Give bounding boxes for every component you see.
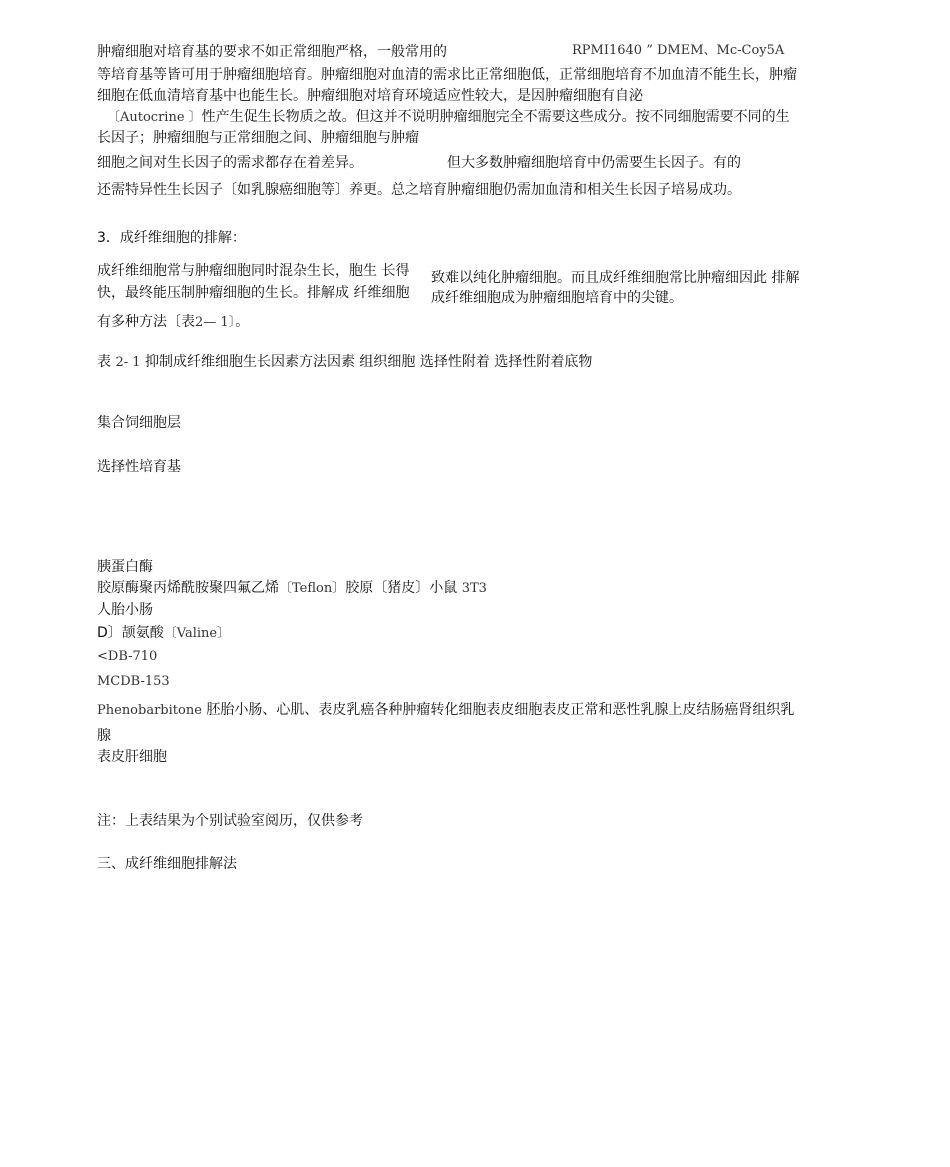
para1-line4 (107, 107, 790, 128)
para1-line6a: 细胞之间对生长因子的需求都存在着差异。 (97, 155, 363, 171)
table-note: 注：上表结果为个别试验室阅历，仅供参考 (97, 813, 363, 829)
table-item-phenobarbitone (97, 700, 794, 721)
table-item-db710: <DB-710 (97, 649, 158, 664)
para1-line2: 等培育基等皆可用于肿瘤细胞培育。肿瘤细胞对血清的需求比正常细胞低，正常细胞培育不加血清不能生长，肿瘤 (97, 67, 797, 83)
table-item-mcdb153: MCDB-153 (97, 674, 170, 689)
table-ref: 2— 1〕 (195, 315, 236, 330)
para1-line7: 还需特异性生长因子〔如乳腺癌细胞等〕养更。总之培育肿瘤细胞仍需加血清和相关生长因子培易成功。 (97, 182, 741, 198)
para1-line3: 细胞在低血清培育基中也能生长。肿瘤细胞对培育环境适应性较大，是因肿瘤细胞有自泌 (97, 88, 643, 104)
para1-line1 (97, 42, 447, 62)
table-caption (97, 352, 592, 373)
para2-left-line1: 成纤维细胞常与肿瘤细胞同时混杂生长，胞生 长得 (97, 263, 410, 279)
para1-line1-text: 肿瘤细胞对培育基的要求不如正常细胞严格，一般常用的 (97, 44, 447, 60)
table-item-gland: 腺 (97, 728, 111, 744)
teflon-term: 〔Teflon〕 (279, 581, 346, 596)
table-item-selective-medium: 选择性培育基 (97, 459, 181, 475)
para2-left-line2: 快，最终能压制肿瘤细胞的生长。排解成 纤维细胞 (97, 285, 410, 301)
autocrine-term: 〔Autocrine 〕 (107, 110, 202, 125)
para2-last-c: 。 (235, 314, 250, 330)
para1-line5: 长因子；肿瘤细胞与正常细胞之间、肿瘤细胞与肿瘤 (97, 130, 419, 146)
cell-line-3t3: 3T3 (461, 581, 487, 596)
para2-last-line (97, 312, 249, 333)
para2-last-a: 有多种方法〔表 (97, 314, 195, 330)
table-item-feeder-layer: 集合饲细胞层 (97, 415, 181, 431)
table-number: 2- 1 (115, 355, 141, 370)
para1-line6b: 但大多数肿瘤细胞培育中仍需要生长因子。有的 (447, 155, 741, 171)
section-3-heading: 3．成纤维细胞的排解： (97, 230, 246, 246)
collagenase-text: 胶原酶聚丙烯酰胺聚四氟乙烯 (97, 580, 279, 596)
para2-right-line1: 致难以纯化肿瘤细胞。而且成纤维细胞常比肿瘤细因此 排解 (431, 270, 800, 286)
section-heading-fibroblast-removal: 三、成纤维细胞排解法 (97, 856, 237, 872)
para2-right-line2: 成纤维细胞成为肿瘤细胞培育中的尖键。 (431, 290, 683, 306)
valine-text: D〕颉氨酸 (97, 625, 164, 641)
table-item-trypsin: 胰蛋白酶 (97, 559, 153, 575)
table-item-collagenase (97, 578, 487, 599)
collagen-text: 胶原〔猪皮〕小鼠 (345, 580, 458, 596)
phenobarbitone-term: Phenobarbitone (97, 703, 202, 718)
table-caption-a: 表 (97, 354, 111, 370)
table-item-valine (97, 623, 230, 644)
valine-term: 〔Valine〕 (163, 626, 231, 641)
table-item-epidermis-liver: 表皮肝细胞 (97, 749, 167, 765)
para1-line4-text: 性产生促生长物质之故。但这并不说明肿瘤细胞完全不需要这些成分。按不同细胞需要不同的生 (201, 109, 790, 125)
tissue-list: 胚胎小肠、心肌、表皮乳癌各种肿瘤转化细胞表皮细胞表皮正常和恶性乳腺上皮结肠癌肾组织乳 (206, 702, 795, 718)
table-caption-text: 抑制成纤维细胞生长因素方法因素 组织细胞 选择性附着 选择性附着底物 (144, 354, 593, 370)
table-item-fetal-intestine: 人胎小肠 (97, 602, 153, 618)
para1-media-names: RPMI1640 ” DMEM、Mc-Coy5A (572, 43, 785, 58)
